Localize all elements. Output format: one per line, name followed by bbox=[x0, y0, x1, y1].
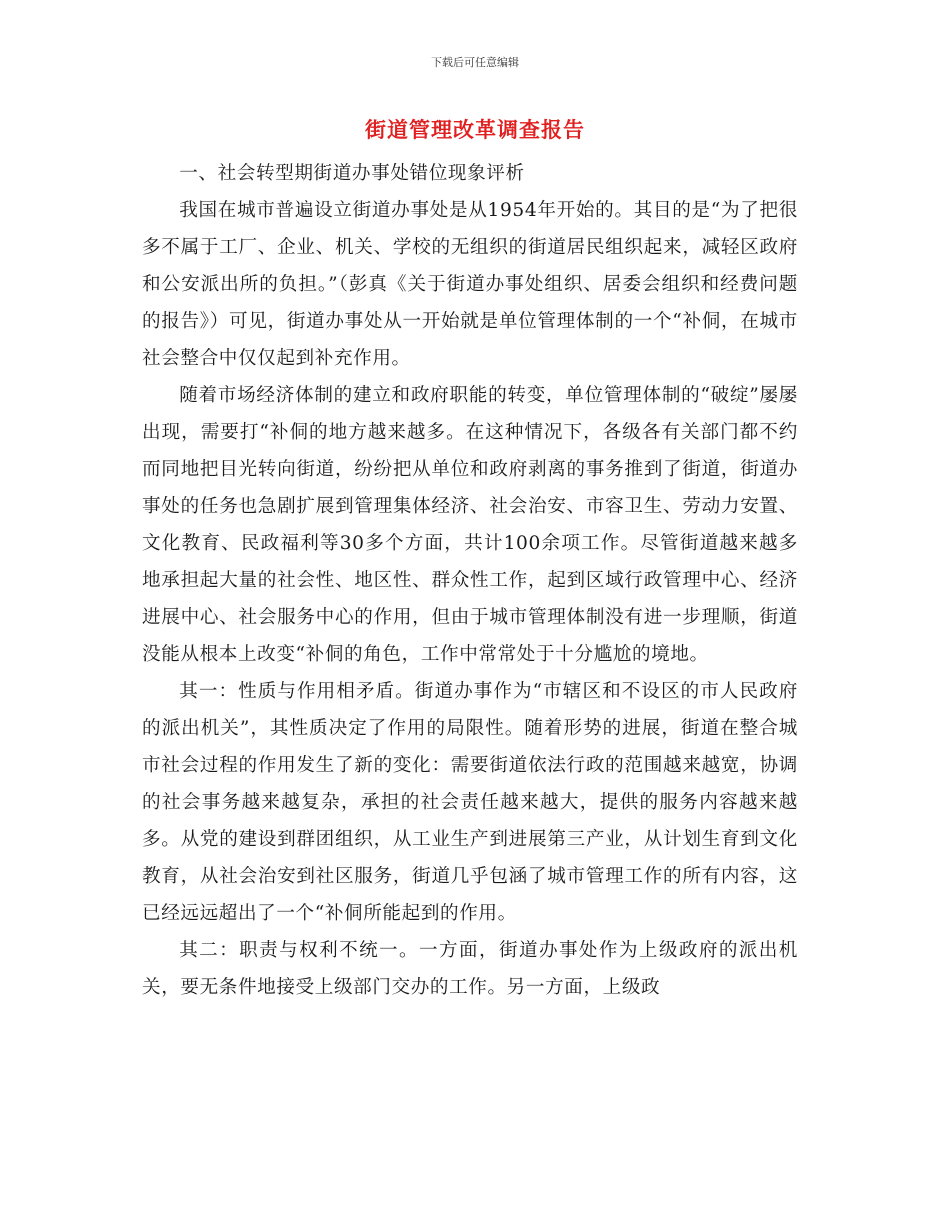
section-heading: 一、社会转型期街道办事处错位现象评析 bbox=[179, 163, 525, 184]
paragraph: 我国在城市普遍设立街道办事处是从1954年开始的。其目的是“为了把很多不属于工厂、企业、机关、学校的无组织的街道居民组织起来，减轻区政府和公安派出所的负担。”（彭真《关于街道办事处组织、居委会组织和经费问题的报告》）可见，街道办事处从一开始就是单位管理体制的一个“补侗，在城市社会整合中仅仅起到补充作用。 bbox=[142, 200, 798, 369]
document-title: 街道管理改革调查报告 bbox=[365, 118, 585, 142]
paragraph: 其二：职责与权利不统一。一方面，街道办事处作为上级政府的派出机关，要无条件地接受上级部门交办的工作。另一方面，上级政 bbox=[142, 940, 798, 998]
paragraph: 其一：性质与作用相矛盾。街道办事作为“市辖区和不设区的市人民政府的派出机关”，其性质决定了作用的局限性。随着形势的进展，街道在整合城市社会过程的作用发生了新的变化：需要街道依法行政的范围越来越宽，协调的社会事务越来越复杂，承担的社会责任越来越大，提供的服务内容越来越多。从党的建设到群团组织，从工业生产到进展第三产业，从计划生育到文化教育，从社会治安到社区服务，街道几乎包涵了城市管理工作的所有内容，这已经远远超出了一个“补侗所能起到的作用。 bbox=[142, 681, 798, 924]
document-body bbox=[142, 155, 798, 1006]
paragraph: 随着市场经济体制的建立和政府职能的转变，单位管理体制的“破绽”屡屡出现，需要打“补侗的地方越来越多。在这种情况下，各级各有关部门都不约而同地把目光转向街道，纷纷把从单位和政府剥离的事务推到了街道，街道办事处的任务也急剧扩展到管理集体经济、社会治安、市容卫生、劳动力安置、文化教育、民政福利等30多个方面，共计100余项工作。尽管街道越来越多地承担起大量的社会性、地区性、群众性工作，起到区域行政管理中心、经济进展中心、社会服务中心的作用，但由于城市管理体制没有进一步理顺，街道没能从根本上改变“补侗的角色，工作中常常处于十分尴尬的境地。 bbox=[142, 385, 798, 665]
page-header: 下载后可任意编辑 bbox=[431, 56, 519, 69]
